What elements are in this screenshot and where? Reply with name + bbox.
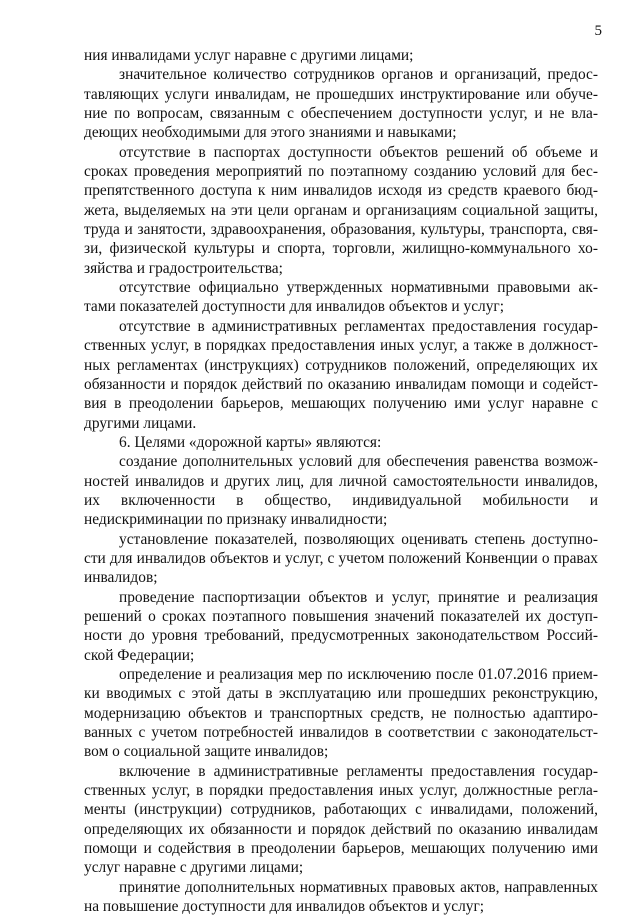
paragraph: определение и реализация мер по исключению после 01.07.2016 приемки вводимых с этой даты в эксплуатацию или прошедших реконструкцию, модернизацию объектов и транспортных средств, не полностью адаптированных с учетом потребностей инвалидов в соответствии с законодательством о социальной защите инвалидов; (84, 666, 598, 761)
paragraph: проведение паспортизации объектов и услуг, принятие и реализация решений о сроках поэтапного повышения значений показателей их доступности до уровня требований, предусмотренных законодательством Российской Федерации; (84, 588, 598, 664)
document-body (84, 46, 598, 916)
paragraph: отсутствие официально утвержденных нормативными правовыми актами показателей доступности для инвалидов объектов и услуг; (84, 279, 598, 316)
paragraph: отсутствие в административных регламентах предоставления государственных услуг, в порядках предоставления иных услуг, а также в должностных регламентах (инструкциях) сотрудников положений, определяющих их обязанности и порядок действий по оказанию инвалидам помощи и содействия в преодолении барьеров, мешающих получению ими услуг наравне с другими лицами. (84, 317, 598, 432)
paragraph: отсутствие в паспортах доступности объектов решений об объеме и сроках проведения мероприятий по поэтапному созданию условий для беспрепятственного доступа к ним инвалидов исходя из средств краевого бюджета, выделяемых на эти цели органам и организациям социальной защиты, труда и занятости, здравоохранения, образования, культуры, транспорта, связи, физической культуры и спорта, торговли, жилищно-коммунального хозяйства и градостроительства; (84, 143, 598, 277)
paragraph: установление показателей, позволяющих оценивать степень доступности для инвалидов объектов и услуг, с учетом положений Конвенции о правах инвалидов; (84, 530, 598, 587)
paragraph: включение в административные регламенты предоставления государственных услуг, в порядки предоставления иных услуг, должностные регламенты (инструкции) сотрудников, работающих с инвалидами, положений, определяющих их обязанности и порядок действий по оказанию инвалидам помощи и содействия в преодолении барьеров, мешающих получению ими услуг наравне с другими лицами; (84, 762, 598, 877)
paragraph-continuation: ния инвалидами услуг наравне с другими лицами; (84, 47, 414, 64)
paragraph: принятие дополнительных нормативных правовых актов, направленных на повышение доступности для инвалидов объектов и услуг; (84, 878, 598, 916)
paragraph: значительное количество сотрудников органов и организаций, предоставляющих услуги инвалидам, не прошедших инструктирование или обучение по вопросам, связанным с обеспечением доступности услуг, и не владеющих необходимыми для этого знаниями и навыками; (84, 66, 598, 142)
page-number: 5 (594, 23, 602, 39)
paragraph: создание дополнительных условий для обеспечения равенства возможностей инвалидов и других лиц, для личной самостоятельности инвалидов, их включенности в общество, индивидуальной мобильности и недискриминации по признаку инвалидности; (84, 453, 598, 529)
section-heading-paragraph: 6. Целями «дорожной карты» являются: (119, 433, 382, 451)
